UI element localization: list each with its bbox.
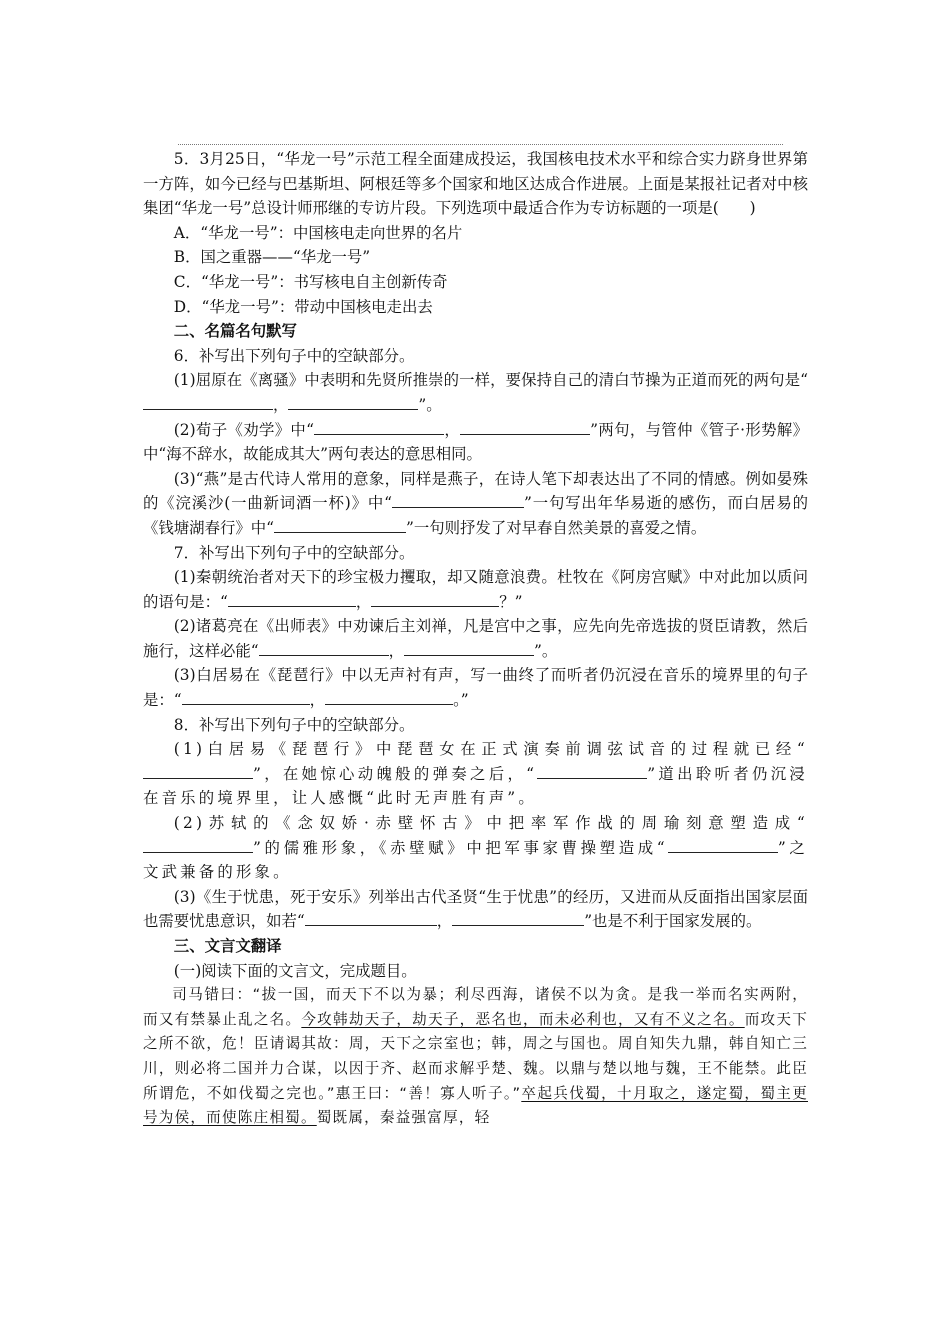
q5-stem: 5．3月25日，“华龙一号”示范工程全面建成投运，我国核电技术水平和综合实力跻身世界第一方阵，如今已经与巴基斯坦、阿根廷等多个国家和地区达成合作进展。上面是某报社记者对中核集团“华龙一号”总设计师邢继的专访片段。下列选项中最适合作为专访标题的一项是( )	[143, 150, 808, 218]
section-2-heading: 二、名篇名句默写	[173, 322, 297, 341]
q6-item-1: (1)屈原在《离骚》中表明和先贤所推崇的一样，要保持自己的清白节操为正道而死的两句是“， ”。	[143, 368, 808, 417]
q6-item-2: (2)荀子《劝学》中“ ， ”两句，与管仲《管子·形势解》中“海不辞水，故能成其大”两句表达的意思相同。	[143, 420, 808, 464]
answer-blank[interactable]	[288, 395, 418, 410]
q8-stem: 8．补写出下列句子中的空缺部分。	[173, 715, 415, 734]
classical-passage: 司马错曰：“拔一国，而天下不以为暴；利尽西海，诸侯不以为贪。是我一举而名实两附，而又有禁暴止乱之名。今攻韩劫天子，劫天子，恶名也，而未必利也，又有不义之名。而攻天下之所不欲，危！臣请谒其故：周，天下之宗室也；韩，周之与国也。周自知失九鼎，韩自知亡三川，则必将二国并力合谋，以因于齐、赵而求解乎楚、魏。以鼎与楚以地与魏，王不能禁。此臣所谓危，不如伐蜀之完也。”惠王曰：“善！寡人听子。”卒起兵伐蜀，十月取之，遂定蜀，蜀主更号为侯，而使陈庄相蜀。蜀既属，秦益强富厚，轻	[143, 986, 808, 1127]
q5-option-d: D．“华龙一号”：带动中国核电走出去	[173, 297, 433, 316]
answer-blank[interactable]	[259, 641, 389, 656]
q8-item-3: (3)《生于忧患，死于安乐》列举出古代圣贤“生于忧患”的经历，又进而从反面指出国家层面也需要忧患意识，如若“ ， ”也是不利于国家发展的。	[143, 887, 808, 931]
answer-blank[interactable]	[404, 641, 534, 656]
answer-blank[interactable]	[305, 911, 437, 926]
q7-item-3: (3)白居易在《琵琶行》中以无声衬有声，写一曲终了而听者仍沉浸在音乐的境界里的句子是：“ ， 。”	[143, 666, 808, 710]
answer-blank[interactable]	[325, 690, 453, 705]
answer-blank[interactable]	[143, 838, 253, 853]
answer-blank[interactable]	[314, 420, 444, 435]
document-page	[143, 147, 808, 1131]
header-dotted-rule	[178, 144, 783, 145]
underlined-sentence-1: 今攻韩劫天子，劫天子，恶名也，而未必利也，又有不义之名。	[301, 1010, 745, 1028]
q8-item-1: (1)白居易《琵琶行》中琵琶女在正式演奏前调弦试音的过程就已经“”，在她惊心动魄般的弹奏之后，“ ”道出聆听者仍沉浸在音乐的境界里，让人感慨“此时无声胜有声”。	[143, 740, 809, 808]
answer-blank[interactable]	[460, 420, 590, 435]
q7-item-2: (2)诸葛亮在《出师表》中劝谏后主刘禅，凡是宫中之事，应先向先帝选拔的贤臣请教，然后施行，这样必能“ ， ”。	[143, 617, 808, 660]
answer-blank[interactable]	[274, 518, 406, 533]
q5-option-b: B．国之重器——“华龙一号”	[173, 248, 371, 267]
answer-blank[interactable]	[182, 690, 310, 705]
part-1-intro: (一)阅读下面的文言文，完成题目。	[173, 961, 417, 980]
answer-blank[interactable]	[392, 493, 524, 508]
q6-stem: 6．补写出下列句子中的空缺部分。	[173, 346, 415, 365]
answer-blank[interactable]	[143, 395, 273, 410]
answer-blank[interactable]	[228, 592, 356, 607]
q5-option-c: C．“华龙一号”：书写核电自主创新传奇	[173, 272, 448, 291]
section-3-heading: 三、文言文翻译	[173, 937, 282, 955]
answer-blank[interactable]	[668, 838, 778, 853]
q8-item-2: (2)苏轼的《念奴娇·赤壁怀古》中把率军作战的周瑜刻意塑造成“”的儒雅形象，《赤壁赋》中把军事家曹操塑造成“ ”之文武兼备的形象。	[143, 814, 808, 882]
q6-item-3: (3)“燕”是古代诗人常用的意象，同样是燕子，在诗人笔下却表达出了不同的情感。例如晏殊的《浣溪沙(一曲新词酒一杯)》中“ ”一句写出年华易逝的感伤，而白居易的《钱塘湖春行》中“ ”一句则抒发了对早春自然美景的喜爱之情。	[143, 469, 808, 537]
answer-blank[interactable]	[452, 911, 584, 926]
underlined-sentence-2: 卒起兵伐蜀，十月取之，遂定蜀，蜀主更号为侯，而使陈庄相蜀。	[143, 1084, 808, 1127]
q7-item-1: (1)秦朝统治者对天下的珍宝极力攫取，却又随意浪费。杜牧在《阿房宫赋》中对此加以质问的语句是：“ ， ？”	[143, 568, 808, 611]
q7-stem: 7．补写出下列句子中的空缺部分。	[173, 543, 415, 562]
q5-option-a: A．“华龙一号”：中国核电走向世界的名片	[173, 223, 463, 242]
answer-blank[interactable]	[537, 764, 647, 779]
answer-blank[interactable]	[143, 764, 253, 779]
answer-blank[interactable]	[371, 592, 499, 607]
